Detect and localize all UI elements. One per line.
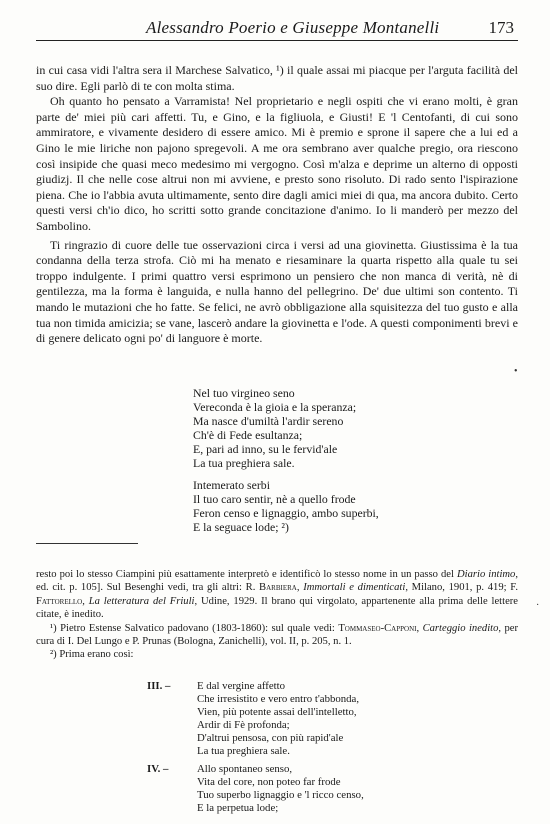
stanza-label-III: III. – <box>147 680 171 692</box>
verse-line: Intemerato serbi <box>193 478 270 492</box>
verse-line: Vita del core, non poteo far frode <box>197 776 341 788</box>
stanza-label-IV: IV. – <box>147 763 169 775</box>
running-title: Alessandro Poerio e Giuseppe Montanelli <box>146 18 440 37</box>
footnote-continuation: resto poi lo stesso Ciampini più esattamente interpretò e identificò lo stesso nome in un passo del Diario intimo, ed. cit. p. 105]. Sul Besenghi vedi, tra gli altri: R. Barbiera, Immortali e dimenticati, Milano, 1901, p. 419; F. Fattorello, La letteratura del Friuli, Udine, 1929. Il brano qui virgolato, appartenente alla prima delle lettere citate, è inedito. <box>36 569 519 621</box>
running-header <box>36 18 518 41</box>
paragraph-1: in cui casa vidi l'altra sera il Marchese Salvatico, ¹) il quale assai mi piacque per l'arguta facilità del suo dire. Egli parlò di te con molta stima. <box>36 63 518 93</box>
verse-line: Feron censo e lignaggio, ambo superbi, <box>193 506 379 520</box>
footnote-1: ¹) Pietro Estense Salvatico padovano (1803-1860): sul quale vedi: Tommaseo-Capponi, Carteggio inedito, per cura di I. Del Lungo e P. Prunas (Bologna, Zanichelli), vol. II, p. 205, n. 1. <box>36 622 519 648</box>
stray-mark: · <box>536 600 540 611</box>
paragraph-3: Ti ringrazio di cuore delle tue osservazioni circa i versi ad una giovinetta. Giustissima è la tua condanna della terza strofa. Ciò mi ha menato e riesaminare la quarta rispetto alla quale tu sei troppo indulgente. I primi quattro versi esprimono un pensiero che non manca di verità, nè di gentilezza, ma la forma è languida, e nulla hanno del pellegrino. De' due ultimi son contento. Ti mando le mutazioni che ho fatte. Se felici, ne avrò obbligazione alla squisitezza del tuo gusto e alla tua non timida amicizia; se vane, lascerò andare la giovinetta e l'ode. A questi componimenti brevi e di genere delicato ogni po' di languore è morte. <box>36 237 518 346</box>
footnote-rule <box>36 543 138 544</box>
verse-line: La tua preghiera sale. <box>197 745 290 757</box>
verse-line: Vien, più potente assai dell'intelletto, <box>197 706 357 718</box>
main-text <box>36 63 518 347</box>
verse-line: D'altrui pensosa, con più rapid'ale <box>197 732 344 744</box>
verse-line: E, pari ad inno, su le fervid'ale <box>193 442 338 456</box>
poem-verses <box>193 386 379 534</box>
verse-line: Ch'è di Fede esultanza; <box>193 428 303 442</box>
footnote-2: ²) Prima erano così: <box>50 649 134 661</box>
verse-line: Che irresistito e vero entro t'abbonda, <box>197 693 360 705</box>
verse-line: Ardir di Fè profonda; <box>197 719 290 731</box>
verse-line: III. – E dal vergine affetto <box>147 680 286 692</box>
verse-line: Tuo superbo lignaggio e 'l ricco censo, <box>197 789 364 801</box>
verse-line: Il tuo caro sentir, nè a quello frode <box>193 492 356 506</box>
verse-line: La tua preghiera sale. <box>193 456 295 470</box>
verse-line: IV. – Allo spontaneo senso, <box>147 763 293 775</box>
verse-line: E la perpetua lode; <box>197 802 279 814</box>
stray-mark: • <box>514 366 518 377</box>
footnote-verses <box>147 680 364 815</box>
verse-line: Nel tuo virgineo seno <box>193 386 295 400</box>
verse-line: Ma nasce d'umiltà l'ardir sereno <box>193 414 344 428</box>
verse-line: E la seguace lode; ²) <box>193 520 289 534</box>
page-number: 173 <box>488 18 514 37</box>
footnotes <box>36 568 518 662</box>
paragraph-2: Oh quanto ho pensato a Varramista! Nel proprietario e negli ospiti che vi erano molti, è gran parte de' miei più cari affetti. Tu, e Gino, e la figliuola, e Giusti! E 'l Centofanti, di cui sono ammiratore, e vivamente desidero di essere amico. Mi è premio e sprone il sapere che a lui ed a Gino le mie liriche non pajono spregevoli. A me ora sembrano aver qualche pregio, ora riescono così insipide che quasi meco medesimo mi vergogno. Così m'alza e deprime un alterno di opposti giudizj. Il che nelle cose altrui non mi avviene, e presto sono risoluto. Di rado sento l'ispirazione piena. Che io l'abbia avuta ultimamente, sento dire dagli amici miei di qua, ma ancora dubito. Certo questi versi ch'io dico, ho scritti sotto grande concitazione d'animo. Io li manderò per mezzo del Sambolino. <box>36 94 518 233</box>
verse-line: Vereconda è la gioia e la speranza; <box>193 400 357 414</box>
